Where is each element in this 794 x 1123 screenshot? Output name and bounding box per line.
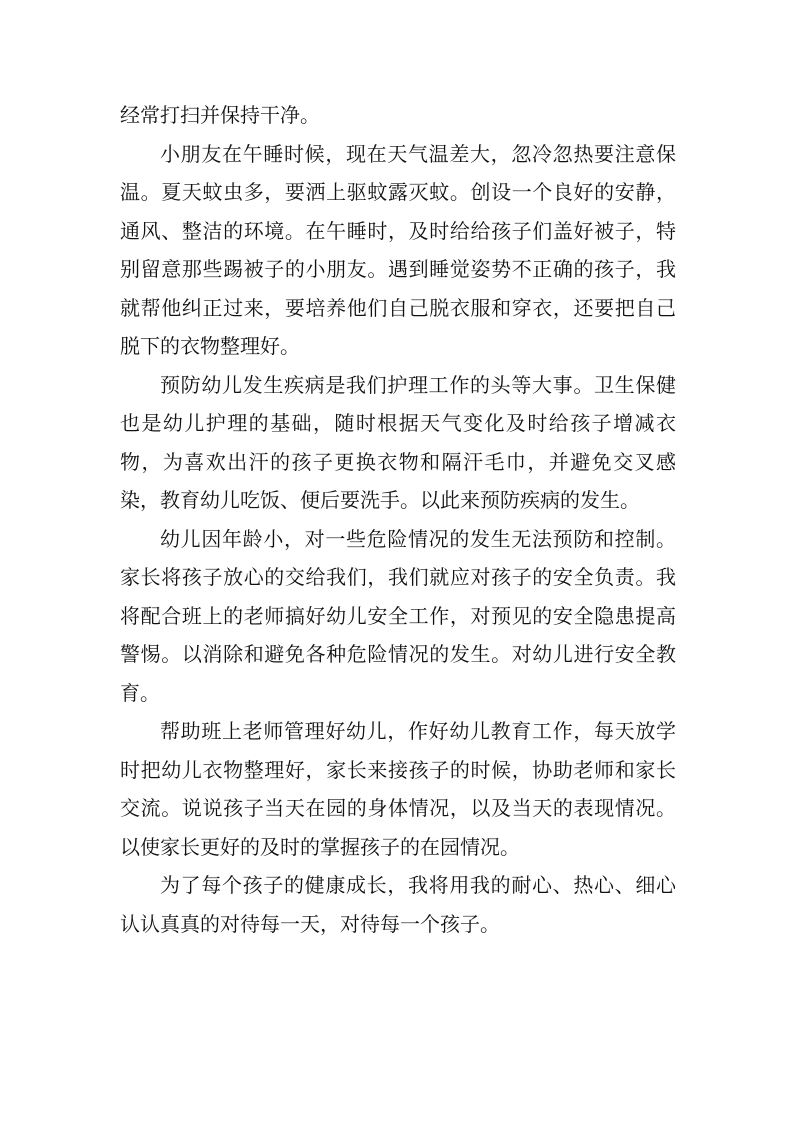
paragraph-parent-communication: 帮助班上老师管理好幼儿，作好幼儿教育工作，每天放学时把幼儿衣物整理好，家长来接孩子的时候，协助老师和家长交流。说说孩子当天在园的身体情况，以及当天的表现情况。以使家长更好的及时的掌握孩子的在园情况。 — [120, 719, 676, 859]
document-body — [120, 96, 676, 943]
paragraph-closing: 为了每个孩子的健康成长，我将用我的耐心、热心、细心认认真真的对待每一天，对待每一个孩子。 — [120, 873, 676, 936]
paragraph-continuation: 经常打扫并保持干净。 — [120, 103, 320, 127]
paragraph-nap-care: 小朋友在午睡时候，现在天气温差大，忽冷忽热要注意保温。夏天蚊虫多，要洒上驱蚊露灭蚊。创设一个良好的安静，通风、整洁的环境。在午睡时，及时给给孩子们盖好被子，特别留意那些踢被子的小朋友。遇到睡觉姿势不正确的孩子，我就帮他纠正过来，要培养他们自己脱衣服和穿衣，还要把自己脱下的衣物整理好。 — [120, 141, 676, 358]
paragraph-disease-prevention: 预防幼儿发生疾病是我们护理工作的头等大事。卫生保健也是幼儿护理的基础，随时根据天气变化及时给孩子增减衣物，为喜欢出汗的孩子更换衣物和隔汗毛巾，并避免交叉感染，教育幼儿吃饭、便后要洗手。以此来预防疾病的发生。 — [120, 372, 676, 512]
paragraph-safety: 幼儿因年龄小，对一些危险情况的发生无法预防和控制。家长将孩子放心的交给我们，我们就应对孩子的安全负责。我将配合班上的老师搞好幼儿安全工作，对预见的安全隐患提高警惕。以消除和避免各种危险情况的发生。对幼儿进行安全教育。 — [120, 526, 676, 705]
